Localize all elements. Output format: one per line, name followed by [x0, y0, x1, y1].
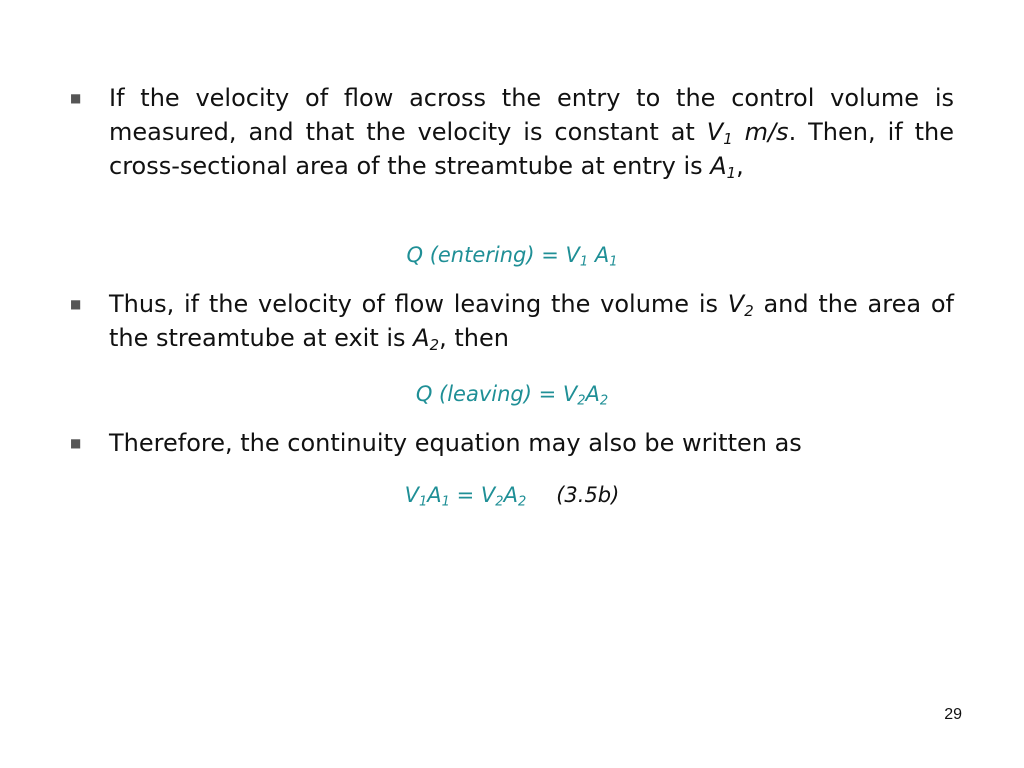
bullet-1	[70, 81, 954, 183]
var-v1-sub: 1	[723, 130, 733, 149]
bullet-square-icon: ■	[70, 91, 82, 105]
bullet-3	[70, 426, 954, 460]
bullet-3-text	[109, 426, 954, 460]
equation-entering-v-sub: 1	[579, 254, 589, 270]
equation-continuity-v1-sub: 1	[419, 494, 428, 510]
equation-entering	[0, 241, 1024, 269]
bullet-2	[70, 287, 954, 355]
bullet-1-text-c: ,	[736, 152, 744, 180]
unit-ms: m/s	[732, 118, 789, 146]
equation-continuity-v2: V	[480, 483, 496, 507]
equation-leaving-a-sub: 2	[599, 393, 609, 409]
equation-leaving	[0, 380, 1024, 408]
var-a2-sub: 2	[429, 336, 440, 355]
equation-continuity-equals: =	[449, 483, 481, 507]
bullet-2-text-c: , then	[439, 324, 509, 352]
var-v2-sub: 2	[744, 302, 754, 321]
page-number: 29	[944, 706, 962, 723]
bullet-1-text	[109, 81, 954, 183]
equation-leaving-v-sub: 2	[577, 393, 586, 409]
var-a1-sub: 1	[726, 164, 737, 183]
equation-continuity-a2: A	[503, 483, 518, 507]
var-v2: V	[727, 290, 745, 318]
var-a2: A	[413, 324, 430, 352]
bullet-square-icon: ■	[70, 297, 82, 311]
bullet-square-icon: ■	[70, 436, 82, 450]
equation-entering-sep	[588, 243, 595, 267]
equation-continuity-v2-sub: 2	[495, 494, 504, 510]
bullet-2-text-b: and the area of the streamtube at exit is	[109, 290, 954, 352]
equation-continuity-v1: V	[404, 483, 420, 507]
equation-entering-v: V	[565, 243, 580, 267]
var-a1: A	[710, 152, 727, 180]
equation-entering-a-sub: 1	[609, 254, 618, 270]
bullet-3-text-a: Therefore, the continuity equation may also be written as	[109, 429, 802, 457]
equation-continuity-a1-sub: 1	[441, 494, 450, 510]
equation-leaving-v: V	[562, 382, 578, 406]
equation-continuity-a2-sub: 2	[517, 494, 527, 510]
equation-continuity-a1: A	[427, 483, 442, 507]
equation-continuity	[0, 481, 1024, 509]
equation-entering-lhs: Q (entering) =	[406, 243, 566, 267]
equation-entering-a: A	[594, 243, 610, 267]
equation-leaving-lhs: Q (leaving) =	[415, 382, 563, 406]
var-v1: V	[706, 118, 724, 146]
bullet-1-text-b: . Then, if the cross-sectional area of the streamtube at entry is	[109, 118, 955, 180]
equation-leaving-a: A	[585, 382, 600, 406]
equation-number: (3.5b)	[556, 483, 620, 507]
bullet-2-text-a: Thus, if the velocity of flow leaving the volume is	[109, 290, 728, 318]
bullet-2-text	[109, 287, 954, 355]
bullet-1-text-a: If the velocity of flow across the entry to the control volume is measured, and that the velocity is constant at	[109, 84, 954, 146]
